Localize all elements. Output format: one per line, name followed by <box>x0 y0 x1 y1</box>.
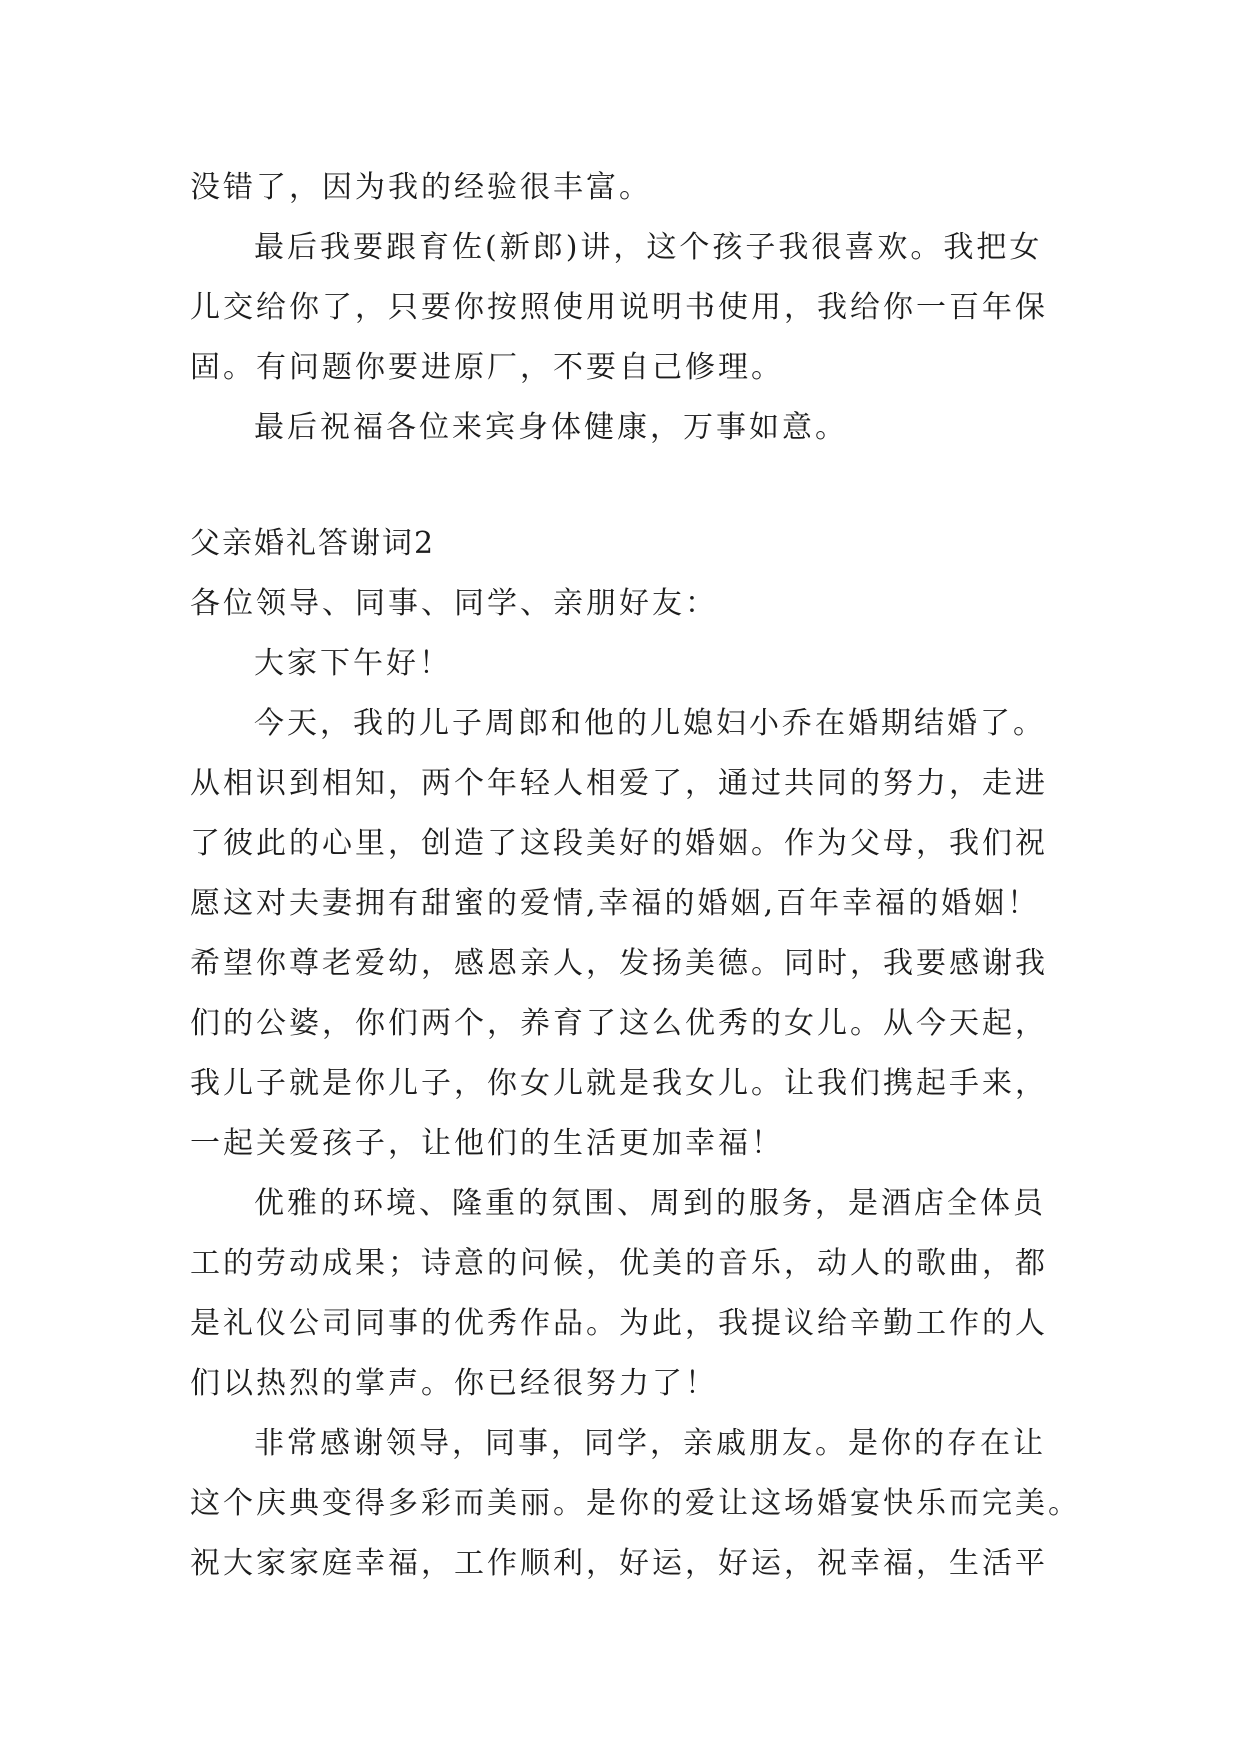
text-line: 非常感谢领导，同事，同学，亲戚朋友。是你的存在让 <box>254 1426 1046 1461</box>
text-line: 希望你尊老爱幼，感恩亲人，发扬美德。同时，我要感谢我 <box>190 946 1048 981</box>
text-line: 没错了，因为我的经验很丰富。 <box>190 170 652 205</box>
text-line: 儿交给你了，只要你按照使用说明书使用，我给你一百年保 <box>190 290 1048 325</box>
text-line: 今天，我的儿子周郎和他的儿媳妇小乔在婚期结婚了。 <box>254 706 1046 741</box>
text-line: 我儿子就是你儿子，你女儿就是我女儿。让我们携起手来， <box>190 1066 1048 1101</box>
text-line: 工的劳动成果；诗意的问候，优美的音乐，动人的歌曲，都 <box>190 1246 1048 1281</box>
text-line: 愿这对夫妻拥有甜蜜的爱情,幸福的婚姻,百年幸福的婚姻！ <box>190 886 1041 921</box>
text-line: 一起关爱孩子，让他们的生活更加幸福！ <box>190 1126 784 1161</box>
document-page <box>190 158 1080 1594</box>
text-line: 优雅的环境、隆重的氛围、周到的服务，是酒店全体员 <box>254 1186 1046 1221</box>
text-line: 是礼仪公司同事的优秀作品。为此，我提议给辛勤工作的人 <box>190 1306 1048 1341</box>
text-line: 最后我要跟育佐(新郎)讲，这个孩子我很喜欢。我把女 <box>254 230 1043 265</box>
text-line: 固。有问题你要进原厂，不要自己修理。 <box>190 350 784 385</box>
section-title: 父亲婚礼答谢词2 <box>190 526 436 561</box>
text-line: 们以热烈的掌声。你已经很努力了！ <box>190 1366 718 1401</box>
salutation: 各位领导、同事、同学、亲朋好友： <box>190 586 718 621</box>
section-gap <box>190 458 1080 514</box>
text-line: 从相识到相知，两个年轻人相爱了，通过共同的努力，走进 <box>190 766 1048 801</box>
text-line: 了彼此的心里，创造了这段美好的婚姻。作为父母，我们祝 <box>190 826 1048 861</box>
text-line: 祝大家家庭幸福，工作顺利，好运，好运，祝幸福，生活平 <box>190 1546 1048 1581</box>
greeting: 大家下午好！ <box>254 646 452 681</box>
text-line: 这个庆典变得多彩而美丽。是你的爱让这场婚宴快乐而完美。 <box>190 1486 1081 1521</box>
text-line: 最后祝福各位来宾身体健康，万事如意。 <box>254 410 848 445</box>
text-line: 们的公婆，你们两个，养育了这么优秀的女儿。从今天起， <box>190 1006 1048 1041</box>
